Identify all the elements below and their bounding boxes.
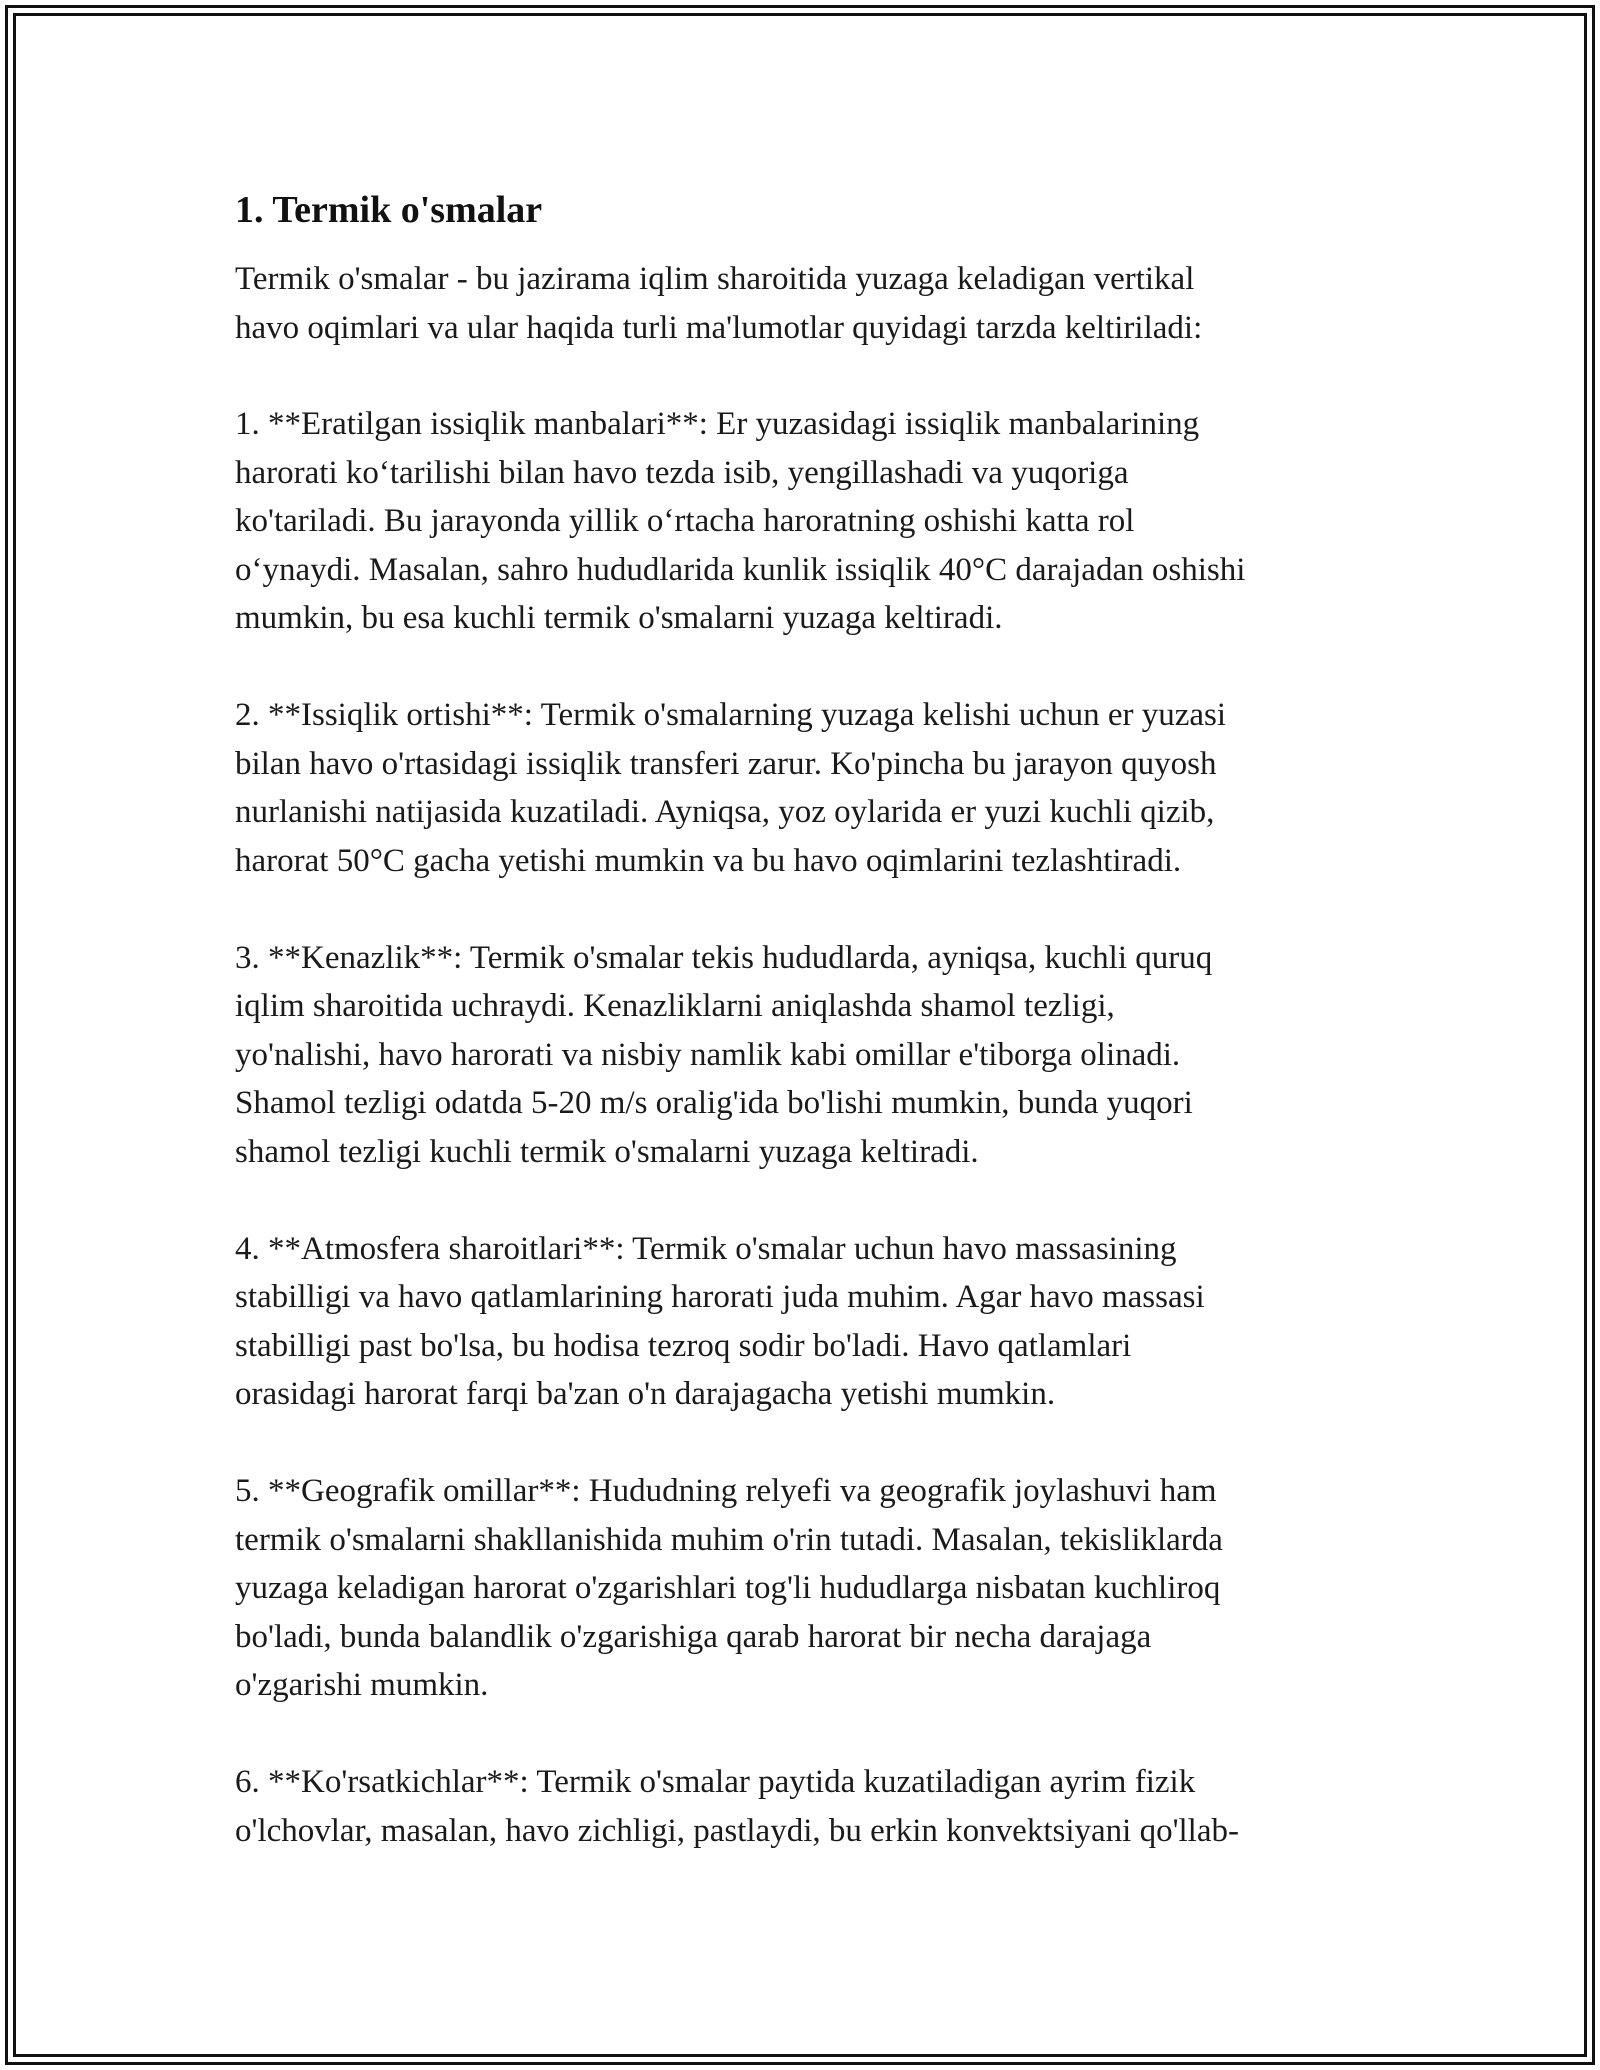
list-item-5: 5. **Geografik omillar**: Hududning relyefi va geografik joylashuvi ham termik o'smalarni shakllanishida muhim o'rin tutadi. Masalan, tekisliklarda yuzaga keladigan harorat o'zgarishlari tog'li hududlarga nisbatan kuchliroq bo'ladi, bunda balandlik o'zgarishiga qarab harorat bir necha darajaga o'zgarishi mumkin. <box>235 1473 1223 1703</box>
document-body <box>235 185 1385 1904</box>
list-item-1: 1. **Eratilgan issiqlik manbalari**: Er yuzasidagi issiqlik manbalarining harorati koʻtarilishi bilan havo tezda isib, yengillashadi va yuqoriga ko'tariladi. Bu jarayonda yillik oʻrtacha haroratning oshishi katta rol oʻynaydi. Masalan, sahro hududlarida kunlik issiqlik 40°C darajadan oshishi mumkin, bu esa kuchli termik o'smalarni yuzaga keltiradi. <box>235 406 1246 636</box>
intro-paragraph: Termik o'smalar - bu jazirama iqlim sharoitida yuzaga keladigan vertikal havo oqimlari va ular haqida turli ma'lumotlar quyidagi tarzda keltiriladi: <box>235 261 1203 346</box>
list-item-4: 4. **Atmosfera sharoitlari**: Termik o'smalar uchun havo massasining stabilligi va havo qatlamlarining harorati juda muhim. Agar havo massasi stabilligi past bo'lsa, bu hodisa tezroq sodir bo'ladi. Havo qatlamlari orasidagi harorat farqi ba'zan o'n darajagacha yetishi mumkin. <box>235 1230 1205 1412</box>
list-item-6: 6. **Ko'rsatkichlar**: Termik o'smalar paytida kuzatiladigan ayrim fizik o'lchovlar, masalan, havo zichligi, pastlaydi, bu erkin konvektsiyani qo'llab- <box>235 1764 1239 1849</box>
list-item-2: 2. **Issiqlik ortishi**: Termik o'smalarning yuzaga kelishi uchun er yuzasi bilan havo o'rtasidagi issiqlik transferi zarur. Ko'pincha bu jarayon quyosh nurlanishi natijasida kuzatiladi. Ayniqsa, yoz oylarida er yuzi kuchli qizib, harorat 50°C gacha yetishi mumkin va bu havo oqimlarini tezlashtiradi. <box>235 697 1227 879</box>
list-item-3: 3. **Kenazlik**: Termik o'smalar tekis hududlarda, ayniqsa, kuchli quruq iqlim sharoitida uchraydi. Kenazliklarni aniqlashda shamol tezligi, yo'nalishi, havo harorati va nisbiy namlik kabi omillar e'tiborga olinadi. Shamol tezligi odatda 5-20 m/s oralig'ida bo'lishi mumkin, bunda yuqori shamol tezligi kuchli termik o'smalarni yuzaga keltiradi. <box>235 939 1213 1170</box>
document-title: 1. Termik o'smalar <box>235 189 543 231</box>
